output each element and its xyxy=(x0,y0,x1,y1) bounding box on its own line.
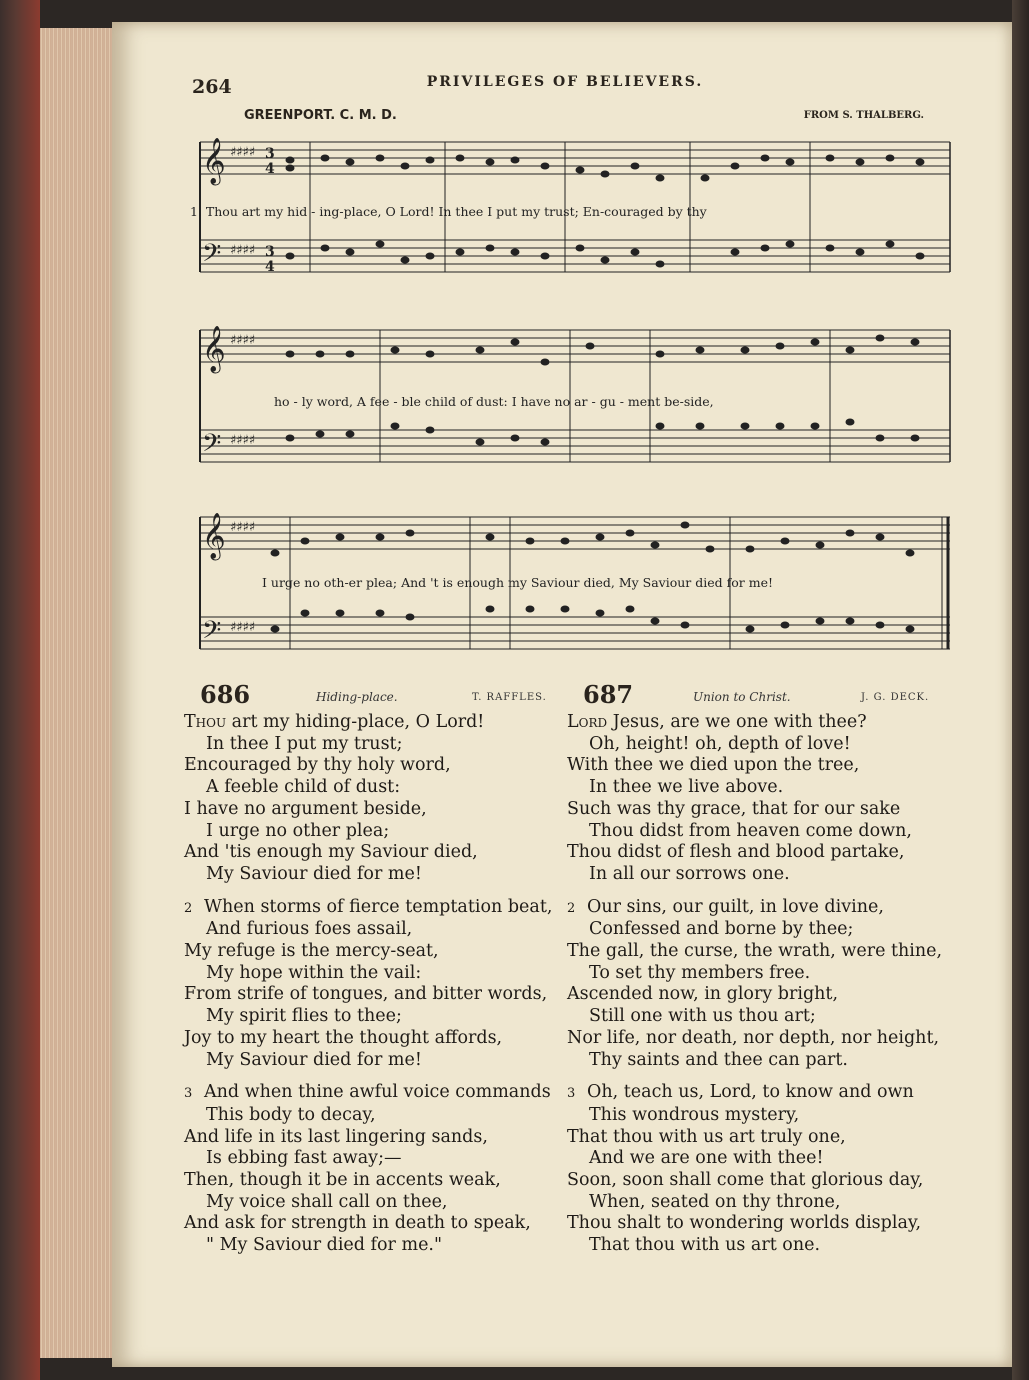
verse-line: My refuge is the mercy-seat, xyxy=(184,941,439,962)
svg-text:4: 4 xyxy=(265,161,275,177)
hymn-687-number: 687 xyxy=(583,680,634,709)
running-title: PRIVILEGES OF BELIEVERS. xyxy=(426,74,704,90)
verse-line: Thou art my hiding-place, O Lord! xyxy=(184,712,485,732)
verse-line: Thy saints and thee can part. xyxy=(589,1049,848,1070)
verse-line: Thou shalt to wondering worlds display, xyxy=(567,1213,922,1234)
svg-text:♯♯♯♯: ♯♯♯♯ xyxy=(230,145,256,160)
first-word: Lord xyxy=(567,712,608,732)
svg-text:𝄞: 𝄞 xyxy=(202,513,226,559)
svg-text:♯♯♯♯: ♯♯♯♯ xyxy=(230,433,256,448)
verse-number: 3 xyxy=(567,1086,576,1102)
verse-line: In all our sorrows one. xyxy=(589,863,790,884)
music-system-3 xyxy=(190,505,952,675)
tune-header xyxy=(244,108,934,126)
verse-line: From strife of tongues, and bitter words, xyxy=(184,984,548,1005)
hymn-687-text xyxy=(567,712,947,1257)
verse-line: And 'tis enough my Saviour died, xyxy=(184,842,478,863)
verse-line: Thou didst from heaven come down, xyxy=(589,820,912,841)
verse-line: My hope within the vail: xyxy=(206,962,422,983)
verse-line: 3 Oh, teach us, Lord, to know and own xyxy=(567,1082,947,1105)
verse-line: Thou didst of flesh and blood partake, xyxy=(567,842,905,863)
first-word: Thou xyxy=(184,712,227,732)
verse-line: To set thy members free. xyxy=(589,962,811,983)
music-lyric-line-1: 1. Thou art my hid - ing-place, O Lord! In thee I put my trust; En-couraged by thy xyxy=(190,204,707,219)
verse-line: Is ebbing fast away;— xyxy=(206,1148,402,1169)
music-staves-3 xyxy=(190,505,952,675)
music-system-2 xyxy=(190,318,952,488)
verse-line: Still one with us thou art; xyxy=(589,1006,816,1027)
verse-line: I urge no other plea; xyxy=(206,820,390,841)
verse-line: 2 Our sins, our guilt, in love divine, xyxy=(567,897,947,920)
tune-source: FROM S. THALBERG. xyxy=(803,110,924,121)
svg-text:♯♯♯♯: ♯♯♯♯ xyxy=(230,520,256,535)
verse-line: My spirit flies to thee; xyxy=(206,1006,402,1027)
page-edges xyxy=(40,28,120,1358)
hymn-687-title: Union to Christ. xyxy=(693,690,791,704)
verse-line: Confessed and borne by thee; xyxy=(589,919,854,940)
hymn-686-header xyxy=(200,680,550,710)
book-right-edge xyxy=(1012,0,1029,1380)
hymn-686-author: T. RAFFLES. xyxy=(472,692,547,703)
hymn-687-author: J. G. DECK. xyxy=(861,692,930,703)
svg-text:𝄞: 𝄞 xyxy=(202,138,226,184)
verse-line: " My Saviour died for me." xyxy=(206,1235,443,1256)
verse-line: When, seated on thy throne, xyxy=(589,1191,841,1212)
page-header xyxy=(190,72,940,96)
book-spine xyxy=(0,0,40,1380)
svg-text:𝄢: 𝄢 xyxy=(202,616,222,651)
verse-number: 3 xyxy=(184,1086,193,1102)
verse-line: My Saviour died for me! xyxy=(206,1049,422,1070)
hymn-686-title: Hiding-place. xyxy=(316,690,398,704)
hymn-686-number: 686 xyxy=(200,680,251,709)
page-number: 264 xyxy=(192,76,232,98)
verse-line: That thou with us art truly one, xyxy=(567,1126,846,1147)
verse-line: That thou with us art one. xyxy=(589,1235,821,1256)
svg-text:3: 3 xyxy=(265,146,275,162)
svg-text:𝄢: 𝄢 xyxy=(202,429,222,464)
music-lyric-line-2: ho - ly word, A fee - ble child of dust: I have no ar - gu - ment be-side, xyxy=(274,394,714,409)
verse-line: Ascended now, in glory bright, xyxy=(567,984,839,1005)
music-system-1 xyxy=(190,130,952,300)
hymn-687-header xyxy=(583,680,943,710)
verse-line: 3 And when thine awful voice commands xyxy=(184,1082,564,1105)
verse-line: Lord Jesus, are we one with thee? xyxy=(567,712,867,732)
hymn-686-text xyxy=(184,712,564,1257)
verse-line: Nor life, nor death, nor depth, nor height, xyxy=(567,1027,940,1048)
svg-text:3: 3 xyxy=(265,244,275,260)
verse-line: And we are one with thee! xyxy=(589,1148,824,1169)
verse-line: With thee we died upon the tree, xyxy=(567,755,860,776)
verse-line: Soon, soon shall come that glorious day, xyxy=(567,1170,924,1191)
svg-text:♯♯♯♯: ♯♯♯♯ xyxy=(230,333,256,348)
verse-line: Such was thy grace, that for our sake xyxy=(567,798,901,819)
verse-line: Oh, height! oh, depth of love! xyxy=(589,733,851,754)
verse-line: In thee we live above. xyxy=(589,777,784,798)
verse-line: A feeble child of dust: xyxy=(206,777,401,798)
verse-line: Joy to my heart the thought affords, xyxy=(184,1027,503,1048)
verse-line: In thee I put my trust; xyxy=(206,733,403,754)
verse-line: The gall, the curse, the wrath, were thine, xyxy=(567,941,943,962)
svg-text:♯♯♯♯: ♯♯♯♯ xyxy=(230,620,256,635)
verse-line: This wondrous mystery, xyxy=(589,1104,800,1125)
music-lyric-line-3: I urge no oth-er plea; And 't is enough my Saviour died, My Saviour died for me! xyxy=(262,575,773,590)
verse-line: And life in its last lingering sands, xyxy=(184,1126,488,1147)
verse-line: And furious foes assail, xyxy=(206,919,413,940)
svg-text:𝄢: 𝄢 xyxy=(202,239,222,274)
verse-line: 2 When storms of fierce temptation beat, xyxy=(184,897,564,920)
verse-line: This body to decay, xyxy=(206,1104,376,1125)
svg-text:♯♯♯♯: ♯♯♯♯ xyxy=(230,243,256,258)
svg-text:4: 4 xyxy=(265,259,275,275)
verse-line: And ask for strength in death to speak, xyxy=(184,1213,531,1234)
verse-line: My voice shall call on thee, xyxy=(206,1191,448,1212)
verse-line: Then, though it be in accents weak, xyxy=(184,1170,501,1191)
tune-name: GREENPORT. C. M. D. xyxy=(244,108,397,123)
verse-line: Encouraged by thy holy word, xyxy=(184,755,451,776)
verse-line: My Saviour died for me! xyxy=(206,863,422,884)
verse-number: 2 xyxy=(567,900,576,916)
verse-number: 2 xyxy=(184,900,193,916)
svg-text:𝄞: 𝄞 xyxy=(202,326,226,372)
verse-line: I have no argument beside, xyxy=(184,798,427,819)
